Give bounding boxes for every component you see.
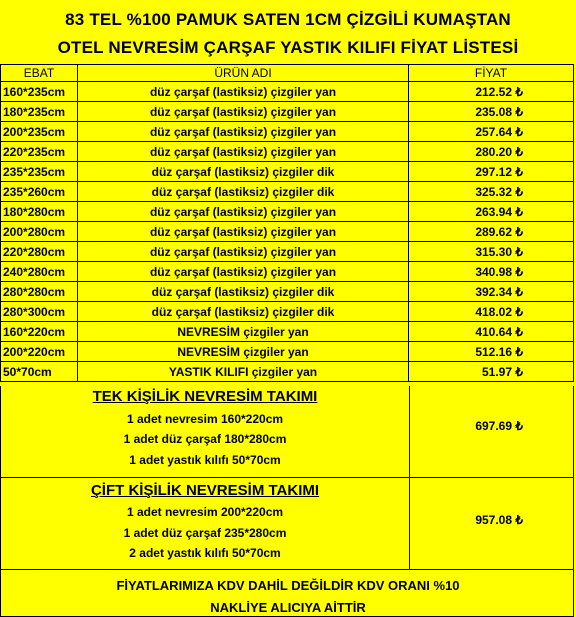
row-size: 235*260cm	[1, 182, 78, 202]
row-size: 180*280cm	[1, 202, 78, 222]
header-size: EBAT	[1, 65, 78, 82]
row-price: 289.62 ₺	[409, 222, 574, 242]
table-row	[1, 162, 574, 182]
table-row	[1, 82, 574, 102]
row-price: 263.94 ₺	[409, 202, 574, 222]
table-row	[1, 102, 574, 122]
row-price: 392.34 ₺	[409, 282, 574, 302]
row-price: 280.20 ₺	[409, 142, 574, 162]
double-set-line-3: 2 adet yastık kılıfı 50*70cm	[129, 546, 281, 560]
header-price: FİYAT	[409, 65, 574, 82]
row-product-name: düz çarşaf (lastiksiz) çizgiler dik	[78, 302, 409, 322]
row-price: 257.64 ₺	[409, 122, 574, 142]
row-price: 315.30 ₺	[409, 242, 574, 262]
footer-vat-note: FİYATLARIMIZA KDV DAHİL DEĞİLDİR KDV ORANI %10	[116, 578, 460, 593]
table-row	[1, 322, 574, 342]
single-set-line-3: 1 adet yastık kılıfı 50*70cm	[129, 453, 281, 467]
row-price: 325.32 ₺	[409, 182, 574, 202]
row-size: 50*70cm	[1, 362, 78, 382]
table-row	[1, 142, 574, 162]
row-size: 160*235cm	[1, 82, 78, 102]
row-price: 340.98 ₺	[409, 262, 574, 282]
row-size: 200*220cm	[1, 342, 78, 362]
title-line-2: OTEL NEVRESİM ÇARŞAF YASTIK KILIFI FİYAT LİSTESİ	[57, 38, 519, 57]
row-product-name: YASTIK KILIFI çizgiler yan	[78, 362, 409, 382]
table-row	[1, 182, 574, 202]
table-row	[1, 122, 574, 142]
table-row	[1, 302, 574, 322]
row-size: 220*280cm	[1, 242, 78, 262]
single-set-line-2: 1 adet düz çarşaf 180*280cm	[123, 432, 287, 446]
table-row	[1, 282, 574, 302]
header-name: ÜRÜN ADI	[78, 65, 409, 82]
row-product-name: düz çarşaf (lastiksiz) çizgiler dik	[78, 282, 409, 302]
double-set-line-2: 1 adet düz çarşaf 235*280cm	[123, 526, 287, 540]
footer-shipping-note: NAKLİYE ALICIYA AİTTİR	[210, 600, 366, 615]
row-size: 280*280cm	[1, 282, 78, 302]
double-set-line-1: 1 adet nevresim 200*220cm	[126, 505, 284, 519]
table-header-row	[1, 65, 574, 82]
row-product-name: NEVRESİM çizgiler yan	[78, 342, 409, 362]
row-price: 297.12 ₺	[409, 162, 574, 182]
row-product-name: düz çarşaf (lastiksiz) çizgiler dik	[78, 182, 409, 202]
row-product-name: düz çarşaf (lastiksiz) çizgiler dik	[78, 162, 409, 182]
row-size: 280*300cm	[1, 302, 78, 322]
table-row	[1, 262, 574, 282]
single-set-line-1: 1 adet nevresim 160*220cm	[126, 412, 284, 426]
row-size: 200*235cm	[1, 122, 78, 142]
row-price: 512.16 ₺	[409, 342, 574, 362]
table-row	[1, 342, 574, 362]
double-set-block	[0, 478, 574, 570]
table-row	[1, 242, 574, 262]
row-product-name: düz çarşaf (lastiksiz) çizgiler yan	[78, 142, 409, 162]
row-price: 235.08 ₺	[409, 102, 574, 122]
row-product-name: düz çarşaf (lastiksiz) çizgiler yan	[78, 262, 409, 282]
row-product-name: düz çarşaf (lastiksiz) çizgiler yan	[78, 242, 409, 262]
row-size: 235*235cm	[1, 162, 78, 182]
row-size: 160*220cm	[1, 322, 78, 342]
table-row	[1, 222, 574, 242]
double-set-price: 957.08 ₺	[475, 513, 523, 527]
row-size: 200*280cm	[1, 222, 78, 242]
row-product-name: düz çarşaf (lastiksiz) çizgiler yan	[78, 122, 409, 142]
row-product-name: düz çarşaf (lastiksiz) çizgiler yan	[78, 202, 409, 222]
title-line-1: 83 TEL %100 PAMUK SATEN 1CM ÇİZGİLİ KUMAŞTAN	[65, 10, 511, 29]
row-price: 51.97 ₺	[409, 362, 574, 382]
row-price: 418.02 ₺	[409, 302, 574, 322]
price-table	[0, 64, 574, 382]
row-size: 240*280cm	[1, 262, 78, 282]
row-price: 212.52 ₺	[409, 82, 574, 102]
row-price: 410.64 ₺	[409, 322, 574, 342]
row-product-name: NEVRESİM çizgiler yan	[78, 322, 409, 342]
row-product-name: düz çarşaf (lastiksiz) çizgiler yan	[78, 82, 409, 102]
row-product-name: düz çarşaf (lastiksiz) çizgiler yan	[78, 222, 409, 242]
single-set-heading: TEK KİŞİLİK NEVRESİM TAKIMI	[92, 388, 318, 405]
single-set-block	[0, 386, 574, 478]
single-set-price: 697.69 ₺	[475, 419, 523, 433]
row-size: 180*235cm	[1, 102, 78, 122]
double-set-heading: ÇİFT KİŞİLİK NEVRESİM TAKIMI	[90, 482, 320, 499]
table-row	[1, 202, 574, 222]
row-product-name: düz çarşaf (lastiksiz) çizgiler yan	[78, 102, 409, 122]
footer-notes	[0, 570, 574, 617]
table-row	[1, 362, 574, 382]
row-size: 220*235cm	[1, 142, 78, 162]
